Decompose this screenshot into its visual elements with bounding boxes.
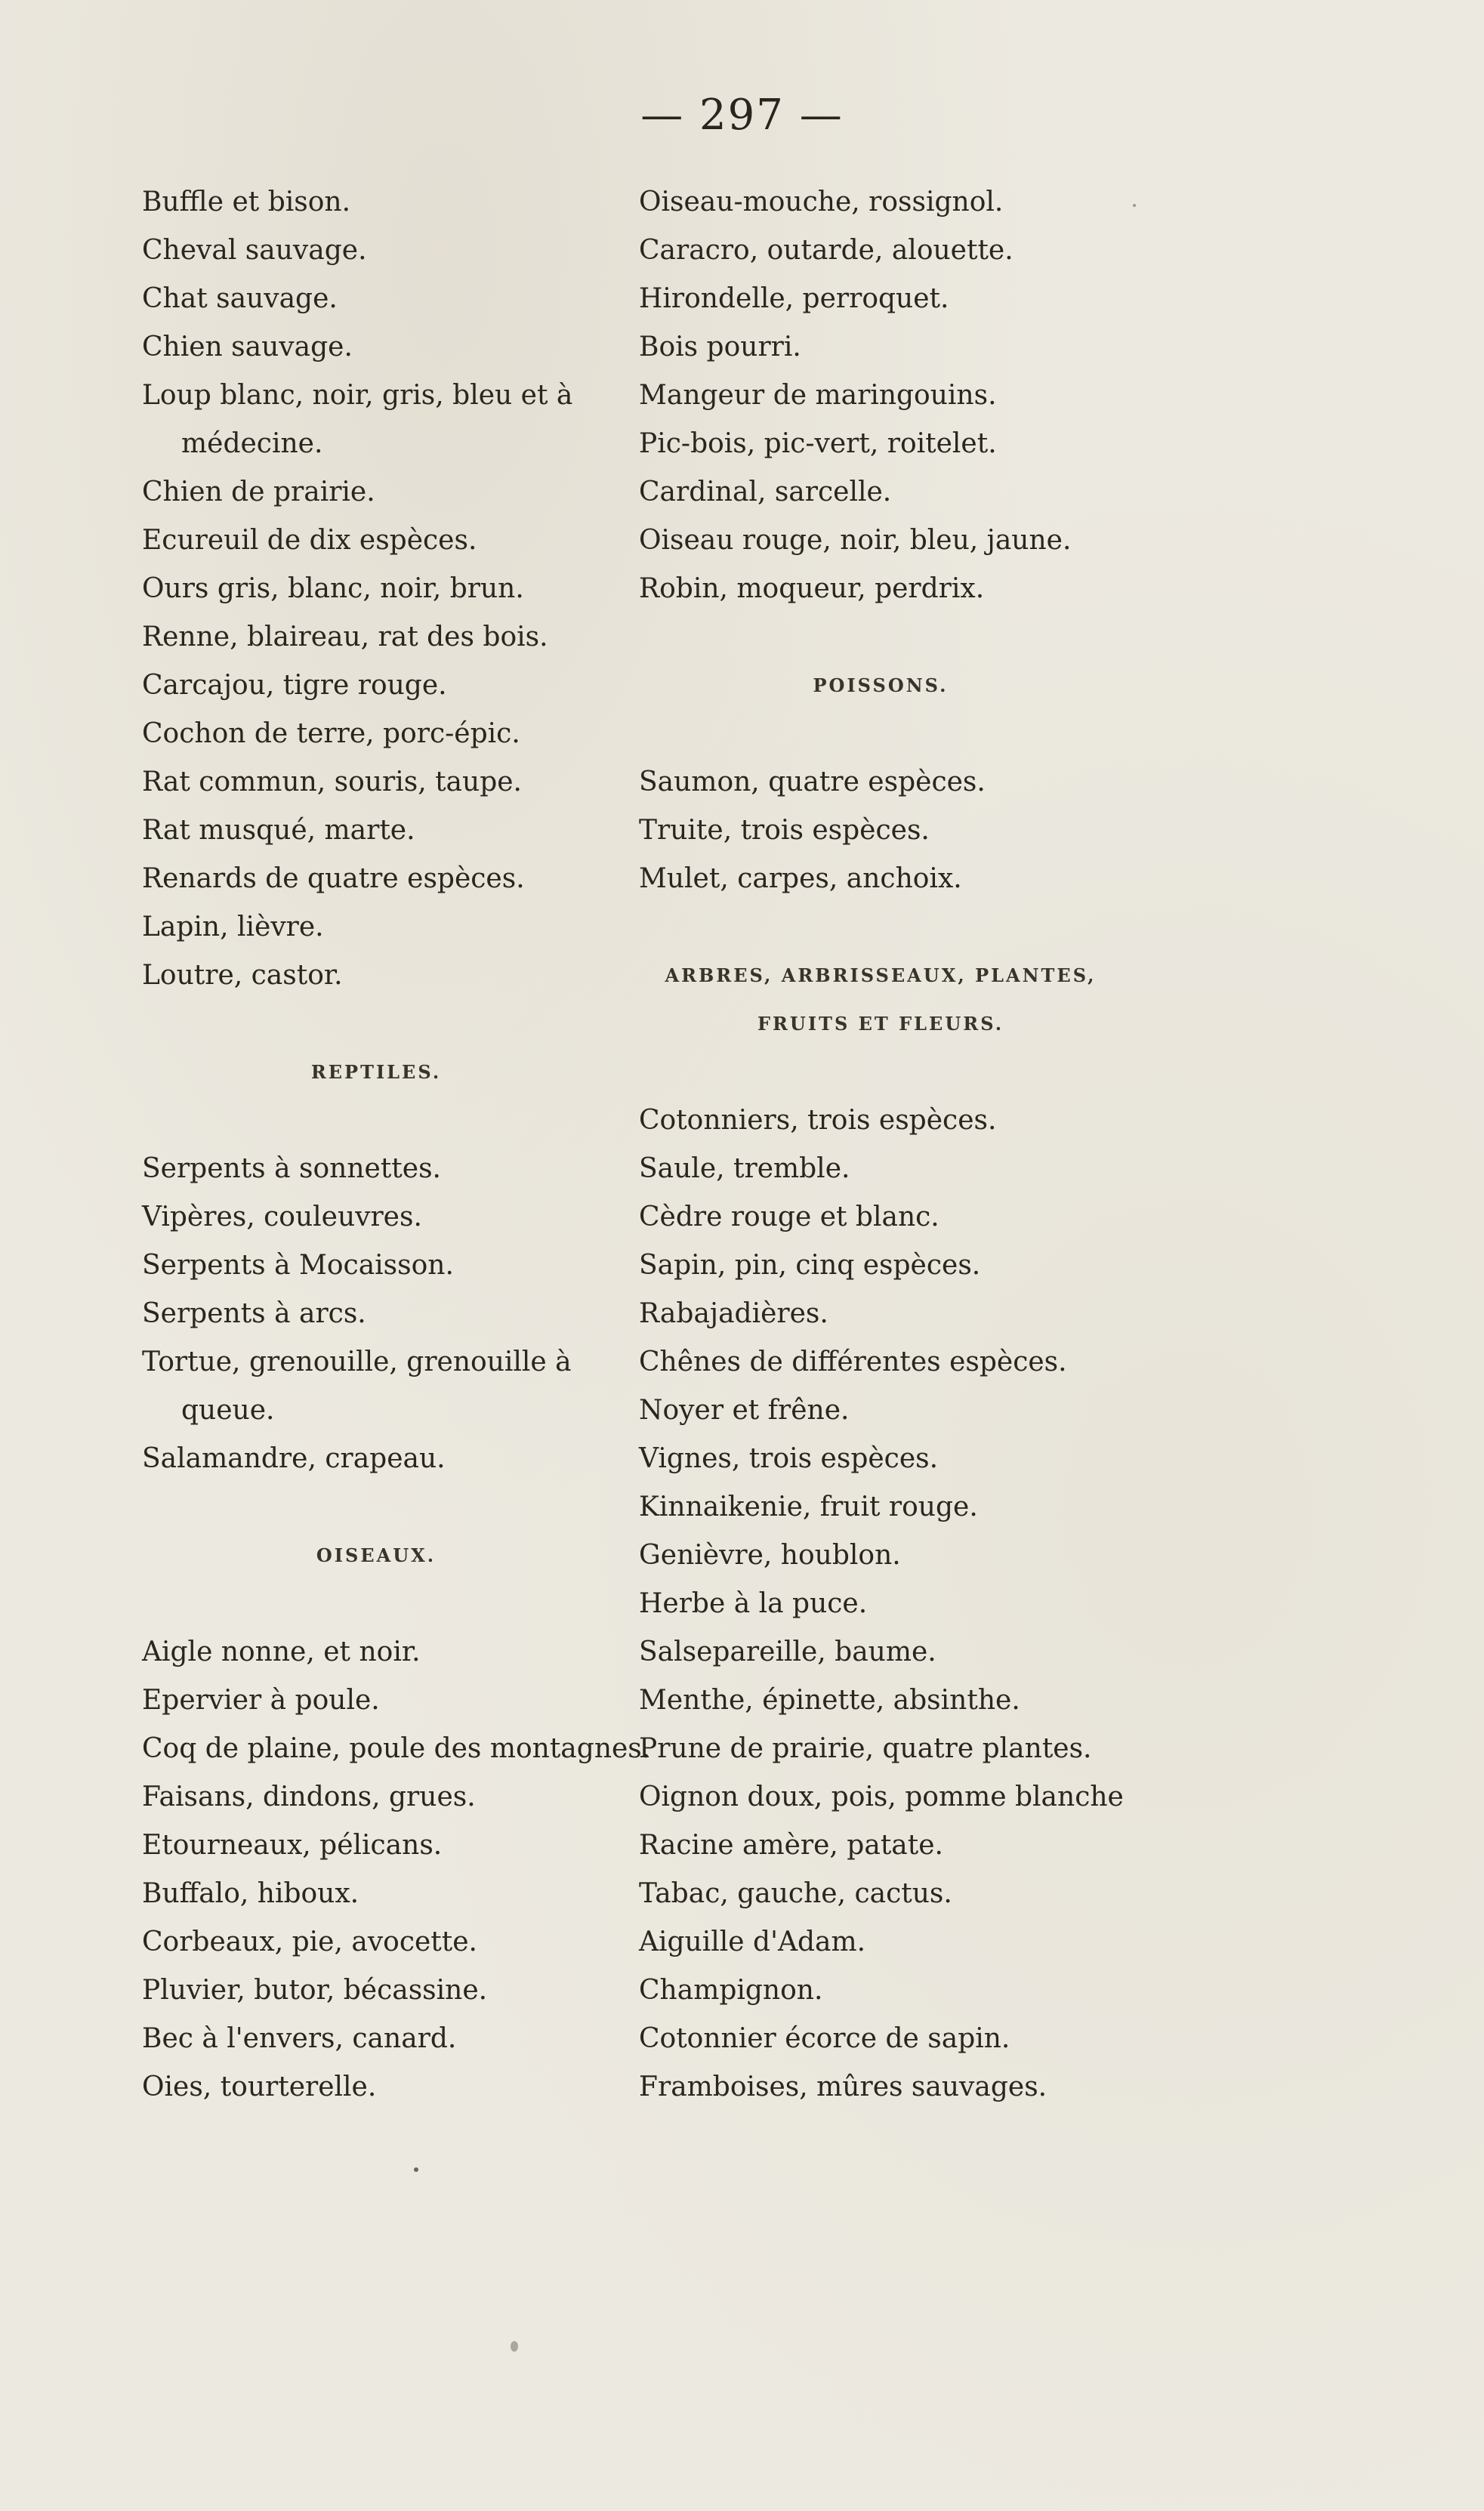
list-item: Serpents à sonnettes. [142, 1153, 441, 1184]
blank-line [142, 1580, 618, 1628]
list-item: Herbe à la puce. [639, 1588, 868, 1619]
list-item: Cheval sauvage. [142, 235, 367, 266]
list-item: Aiguille d'Adam. [639, 1926, 866, 1957]
list-item: Corbeaux, pie, avocette. [142, 1926, 477, 1957]
list-item: Ours gris, blanc, noir, brun. [142, 573, 524, 604]
list-item: Buffalo, hiboux. [142, 1878, 359, 1909]
list-item: Racine amère, patate. [639, 1830, 943, 1861]
list-item: Chien sauvage. [142, 332, 353, 362]
list-item: Truite, trois espèces. [639, 815, 930, 846]
list-item: Vignes, trois espèces. [639, 1443, 939, 1474]
list-item: Rat musqué, marte. [142, 815, 415, 846]
page-number: — 297 — [640, 91, 844, 140]
list-item: Renne, blaireau, rat des bois. [142, 622, 548, 652]
list-item: Chien de prairie. [142, 477, 375, 507]
list-item: Mulet, carpes, anchoix. [639, 863, 962, 894]
list-item: Salsepareille, baume. [639, 1636, 936, 1667]
list-item: Loutre, castor. [142, 960, 343, 991]
list-item: Sapin, pin, cinq espèces. [639, 1250, 981, 1281]
list-item: Cèdre rouge et blanc. [639, 1202, 939, 1232]
list-item: Cochon de terre, porc-épic. [142, 718, 520, 749]
list-item: Serpents à arcs. [142, 1298, 366, 1329]
list-item: Mangeur de maringouins. [639, 380, 997, 411]
list-item: Chat sauvage. [142, 283, 338, 314]
list-item: Serpents à Mocaisson. [142, 1250, 454, 1281]
list-item: Tabac, gauche, cactus. [639, 1878, 952, 1909]
list-item-continuation: queue. [181, 1395, 275, 1426]
list-item: Loup blanc, noir, gris, bleu et à [142, 380, 573, 411]
list-item: Rabajadières. [639, 1298, 828, 1329]
list-item: Noyer et frêne. [639, 1395, 850, 1426]
list-item: Oiseau-mouche, rossignol. [639, 187, 1004, 217]
list-item: Coq de plaine, poule des montagnes. [142, 1733, 651, 1764]
list-item: Epervier à poule. [142, 1685, 380, 1716]
section-heading: OISEAUX. [316, 1544, 437, 1566]
blank-line [142, 1097, 618, 1145]
blank-line [639, 613, 1122, 662]
blank-line [142, 1483, 618, 1532]
list-item: Vipères, couleuvres. [142, 1202, 422, 1232]
section-heading: POISSONS. [813, 674, 949, 696]
blank-line [142, 1000, 618, 1048]
list-item: Caracro, outarde, alouette. [639, 235, 1014, 266]
list-item: Saule, tremble. [639, 1153, 850, 1184]
list-item: Tortue, grenouille, grenouille à [142, 1347, 572, 1377]
list-item: Oiseau rouge, noir, bleu, jaune. [639, 525, 1072, 556]
list-item: Cotonniers, trois espèces. [639, 1105, 997, 1136]
list-item: Chênes de différentes espèces. [639, 1347, 1067, 1377]
list-item: Salamandre, crapeau. [142, 1443, 446, 1474]
list-item-continuation: médecine. [181, 428, 323, 459]
list-item: Champignon. [639, 1975, 823, 2006]
section-heading: ARBRES, ARBRISSEAUX, PLANTES, [665, 964, 1097, 986]
list-item: Etourneaux, pélicans. [142, 1830, 443, 1861]
list-item: Framboises, mûres sauvages. [639, 2071, 1047, 2102]
list-item: Ecureuil de dix espèces. [142, 525, 477, 556]
section-heading: FRUITS ET FLEURS. [757, 1013, 1004, 1035]
list-item: Menthe, épinette, absinthe. [639, 1685, 1020, 1716]
list-item: Aigle nonne, et noir. [142, 1636, 421, 1667]
list-item: Buffle et bison. [142, 187, 351, 217]
list-item: Carcajou, tigre rouge. [142, 670, 447, 701]
list-item: Genièvre, houblon. [639, 1540, 901, 1571]
list-item: Renards de quatre espèces. [142, 863, 525, 894]
blank-line [639, 1048, 1122, 1097]
list-item: Lapin, lièvre. [142, 912, 324, 942]
list-item: Pic-bois, pic-vert, roitelet. [639, 428, 997, 459]
list-item: Prune de prairie, quatre plantes. [639, 1733, 1092, 1764]
list-item: Hirondelle, perroquet. [639, 283, 949, 314]
list-item: Oignon doux, pois, pomme blanche [639, 1781, 1124, 1812]
blank-line [639, 710, 1122, 758]
list-item: Saumon, quatre espèces. [639, 767, 986, 797]
list-item: Faisans, dindons, grues. [142, 1781, 476, 1812]
list-item: Pluvier, butor, bécassine. [142, 1975, 488, 2006]
section-heading: REPTILES. [310, 1061, 442, 1083]
list-item: Kinnaikenie, fruit rouge. [639, 1491, 978, 1522]
list-item: Bois pourri. [639, 332, 801, 362]
list-item: Cotonnier écorce de sapin. [639, 2023, 1010, 2054]
list-item: Rat commun, souris, taupe. [142, 767, 522, 797]
list-item: Bec à l'envers, canard. [142, 2023, 457, 2054]
list-item: Oies, tourterelle. [142, 2071, 377, 2102]
left-column [142, 178, 651, 2112]
blank-line [639, 903, 1122, 952]
list-item: Robin, moqueur, perdrix. [639, 573, 985, 604]
right-column [639, 178, 1122, 2112]
list-item: Cardinal, sarcelle. [639, 477, 892, 507]
